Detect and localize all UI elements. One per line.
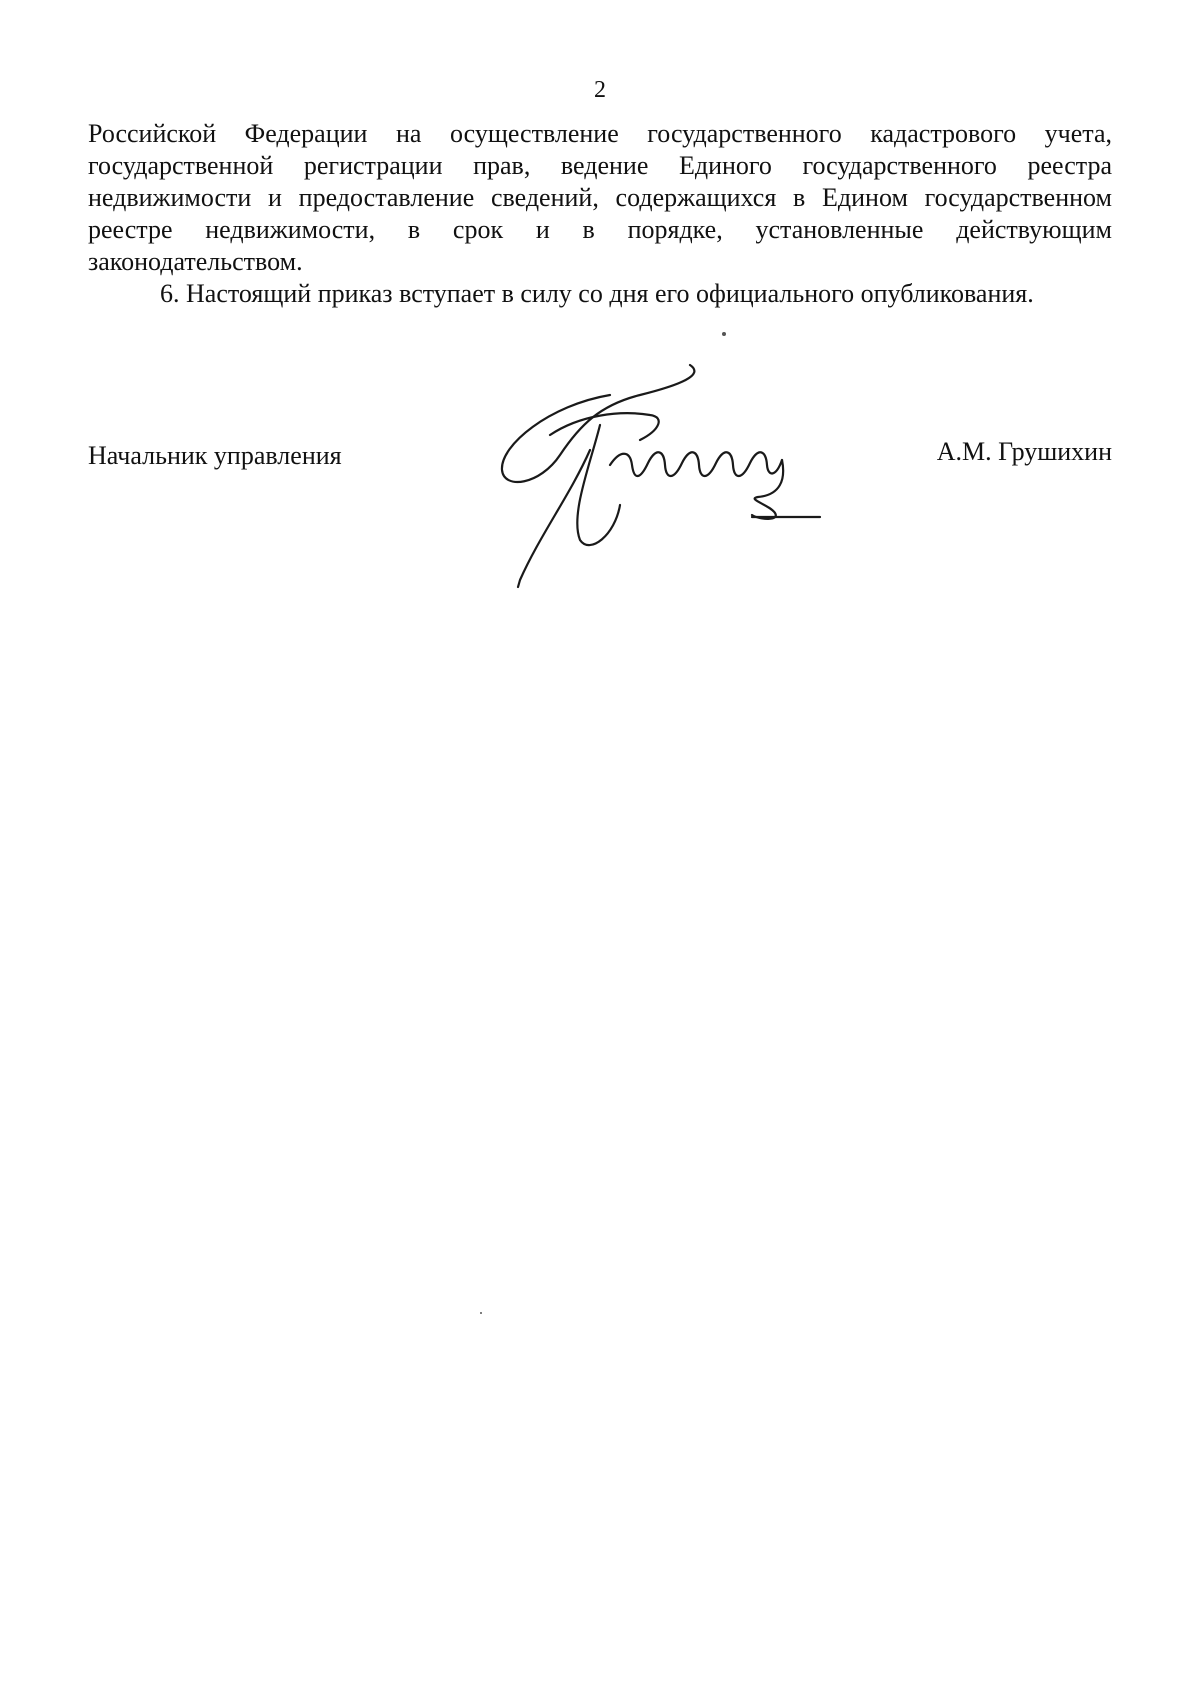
paragraph-continuation: Российской Федерации на осуществление государственного кадастрового учета, государственной регистрации прав, ведение Единого государственного реестра недвижимости и предоставление сведений, содержащихся в Едином государственном реестре недвижимости, в срок и в порядке, установленные действующим законодательством. <box>88 119 1112 276</box>
signatory-name: А.М. Грушихин <box>936 437 1112 466</box>
scan-speck <box>480 1312 482 1314</box>
handwritten-signature <box>490 355 850 595</box>
signatory-position: Начальник управления <box>88 441 342 470</box>
scan-speck <box>722 332 726 336</box>
page-number: 2 <box>594 77 606 103</box>
paragraph-item-6: 6. Настоящий приказ вступает в силу со дня его официального опубликования. <box>160 279 1034 308</box>
document-body <box>88 118 1112 310</box>
